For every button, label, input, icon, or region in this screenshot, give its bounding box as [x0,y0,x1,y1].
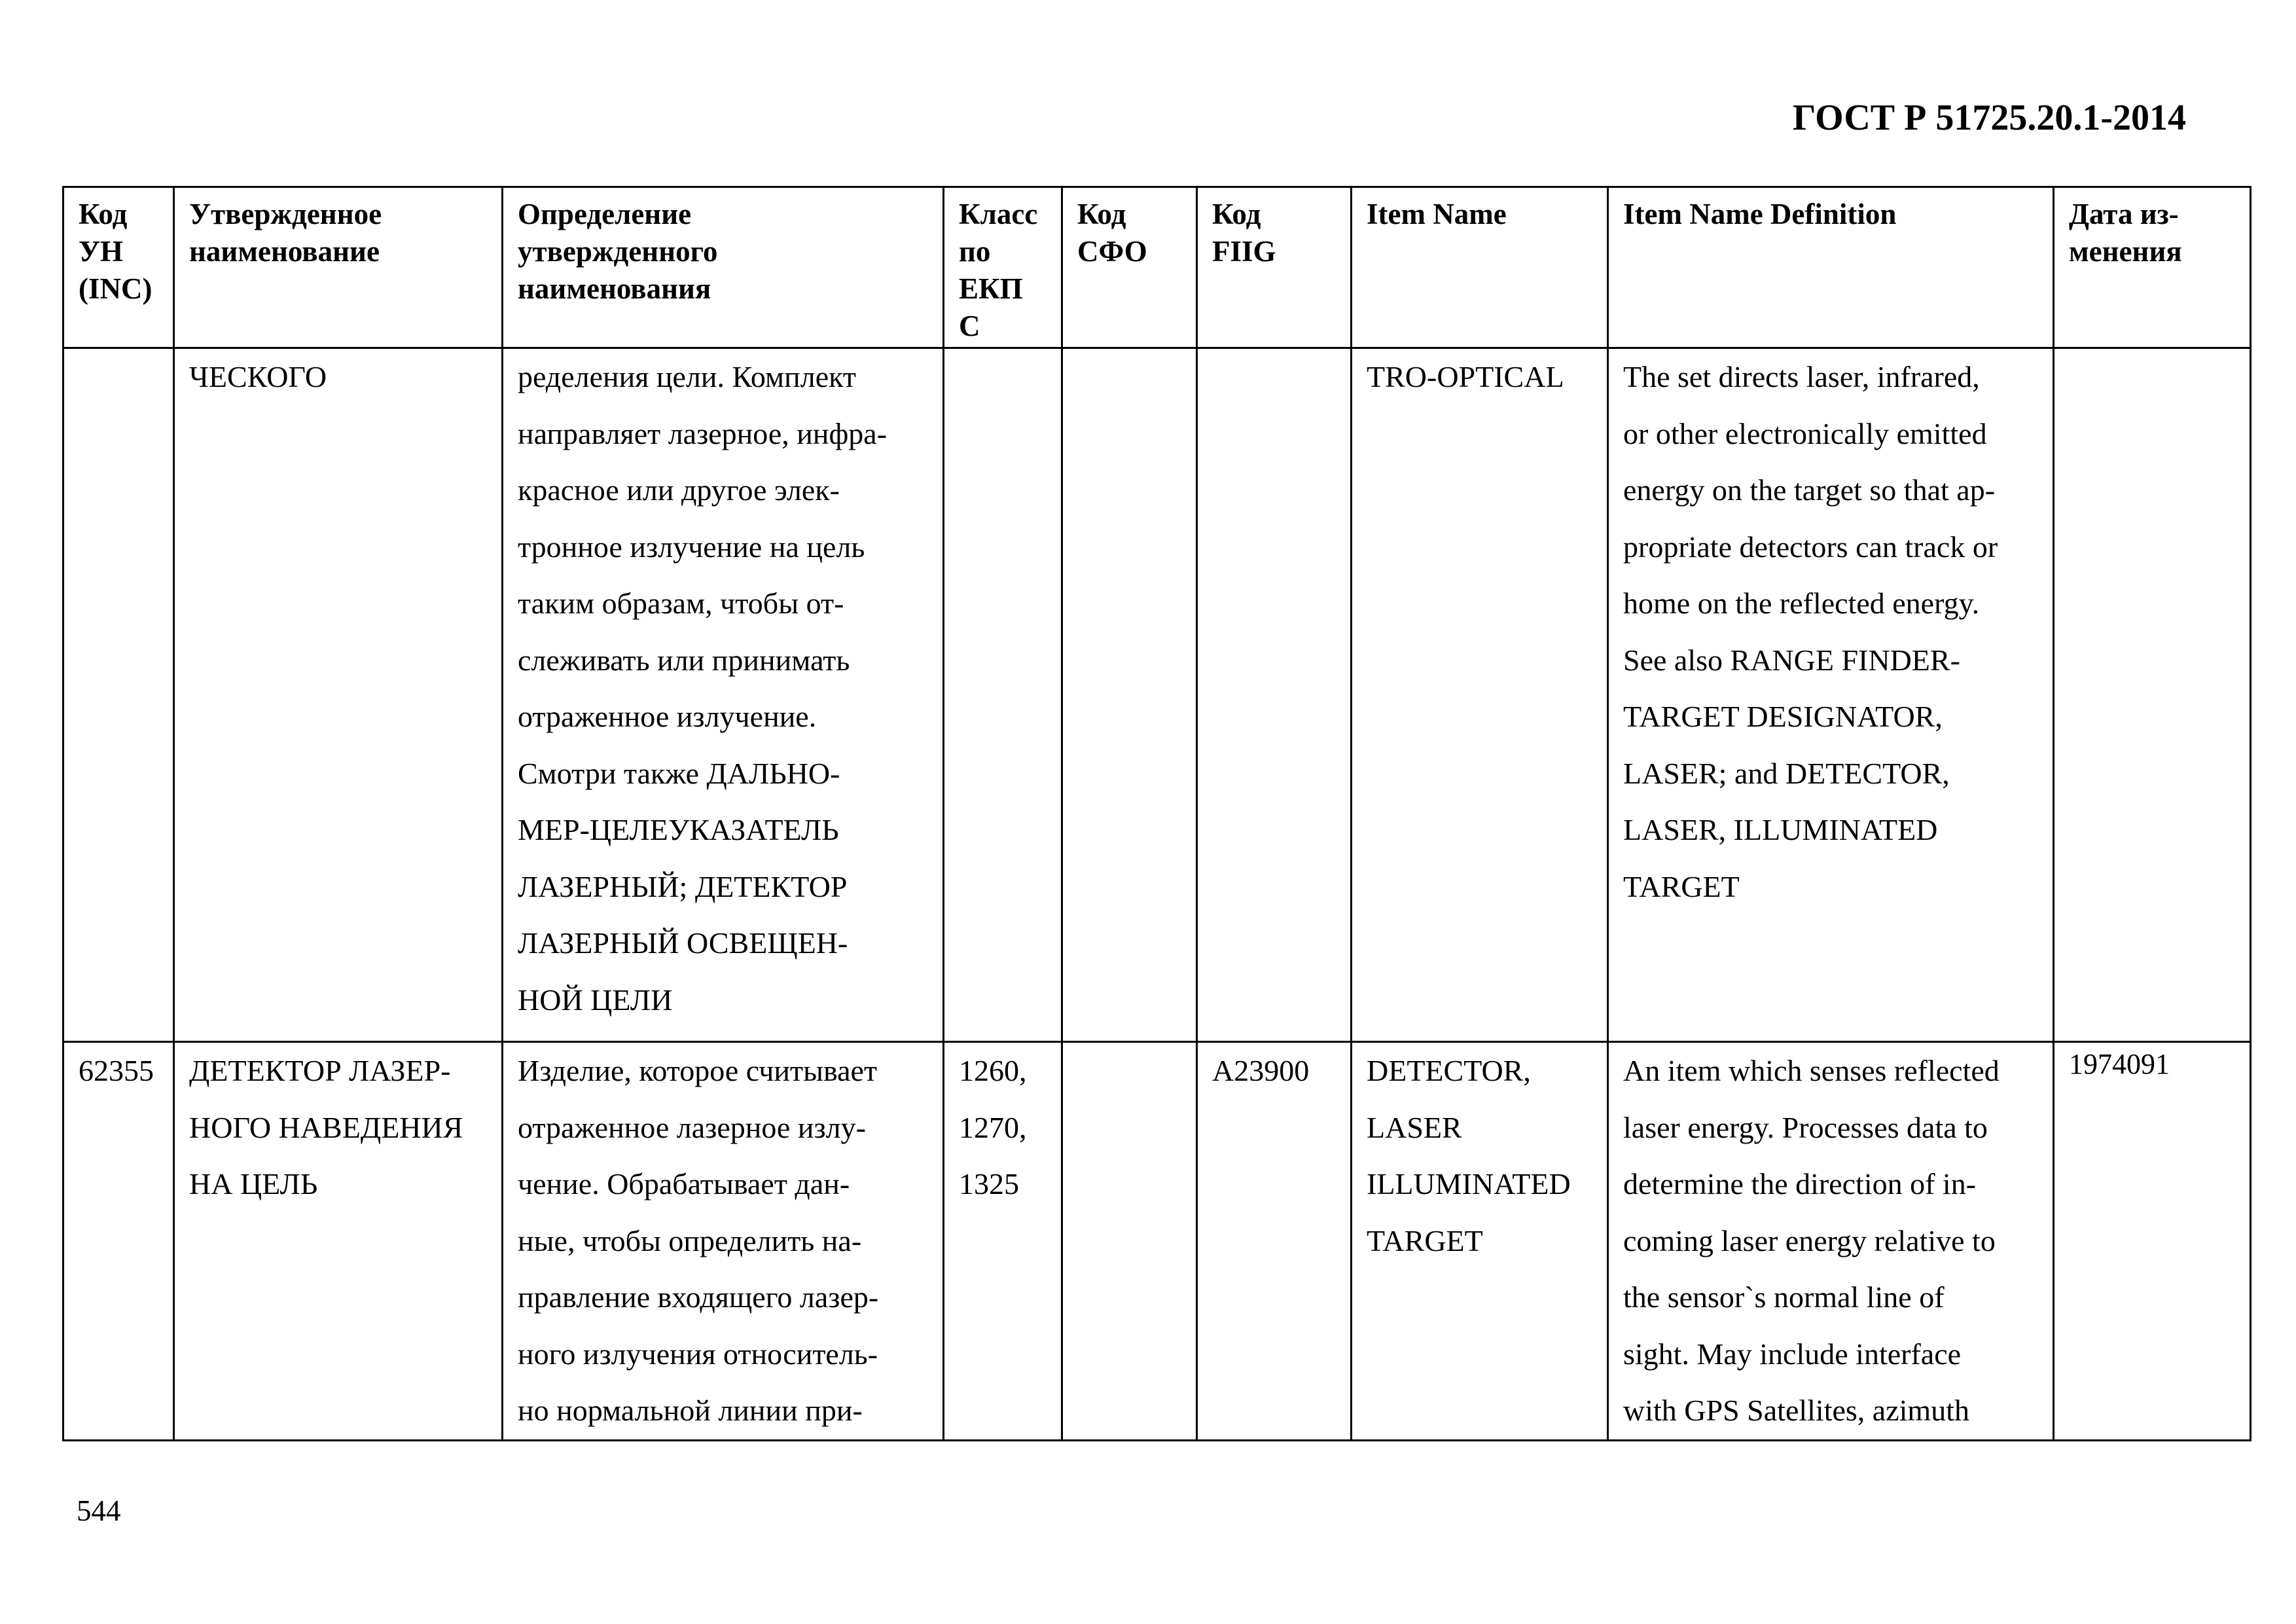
header-fiig-code: Код FIIG [1197,187,1352,348]
page-number: 544 [77,1494,121,1527]
cell-change-date: 1974091 [2054,1042,2251,1441]
document-standard-number: ГОСТ Р 51725.20.1-2014 [1792,98,2186,138]
table-header-row [63,187,2251,348]
cell-inc-code: 62355 [63,1042,174,1441]
table-row [63,1042,2251,1441]
cell-approved-name: ЧЕСКОГО [174,348,503,1042]
registry-table [62,186,2251,1441]
header-approved-name: Утвержденное наименование [174,187,503,348]
cell-definition: Изделие, которое считывает отраженное лазерное излу- чение. Обрабатывает дан- ные, чтобы определить на- правление входящего лазер- ного излучения относитель- но нормальной линии при- [503,1042,944,1441]
cell-definition: ределения цели. Комплект направляет лазерное, инфра- красное или другое элек- тронное излучение на цель таким образам, чтобы от- слеживать или принимать отраженное излучение. Смотри также ДАЛЬНО- МЕР-ЦЕЛЕУКАЗАТЕЛЬ ЛАЗЕРНЫЙ; ДЕТЕКТОР ЛАЗЕРНЫЙ ОСВЕЩЕН- НОЙ ЦЕЛИ [503,348,944,1042]
cell-item-name-definition: An item which senses reflected laser energy. Processes data to determine the direction of in- coming laser energy relative to the sensor`s normal line of sight. May include interface with GPS Satellites, azimuth [1608,1042,2054,1441]
header-sfo-code: Код СФО [1062,187,1197,348]
cell-item-name-definition: The set directs laser, infrared, or other electronically emitted energy on the target so that ap- propriate detectors can track or home on the reflected energy. See also RANGE FINDER- TARGET DESIGNATOR, LASER; and DETECTOR, LASER, ILLUMINATED TARGET [1608,348,2054,1042]
cell-change-date [2054,348,2251,1042]
cell-inc-code [63,348,174,1042]
cell-fiig-code [1197,348,1352,1042]
header-approved-name-definition: Определение утвержденного наименования [503,187,944,348]
cell-item-name: DETECTOR, LASER ILLUMINATED TARGET [1352,1042,1608,1441]
cell-approved-name: ДЕТЕКТОР ЛАЗЕР- НОГО НАВЕДЕНИЯ НА ЦЕЛЬ [174,1042,503,1441]
cell-fsc-class: 1260, 1270, 1325 [944,1042,1062,1441]
header-fsc-class: Класс по ЕКП С [944,187,1062,348]
header-item-name-definition: Item Name Definition [1608,187,2054,348]
cell-sfo-code [1062,1042,1197,1441]
cell-item-name: TRO-OPTICAL [1352,348,1608,1042]
header-inc-code: Код УН (INC) [63,187,174,348]
header-change-date: Дата из- менения [2054,187,2251,348]
cell-fiig-code: A23900 [1197,1042,1352,1441]
cell-fsc-class [944,348,1062,1042]
header-item-name: Item Name [1352,187,1608,348]
cell-sfo-code [1062,348,1197,1042]
table-row [63,348,2251,1042]
